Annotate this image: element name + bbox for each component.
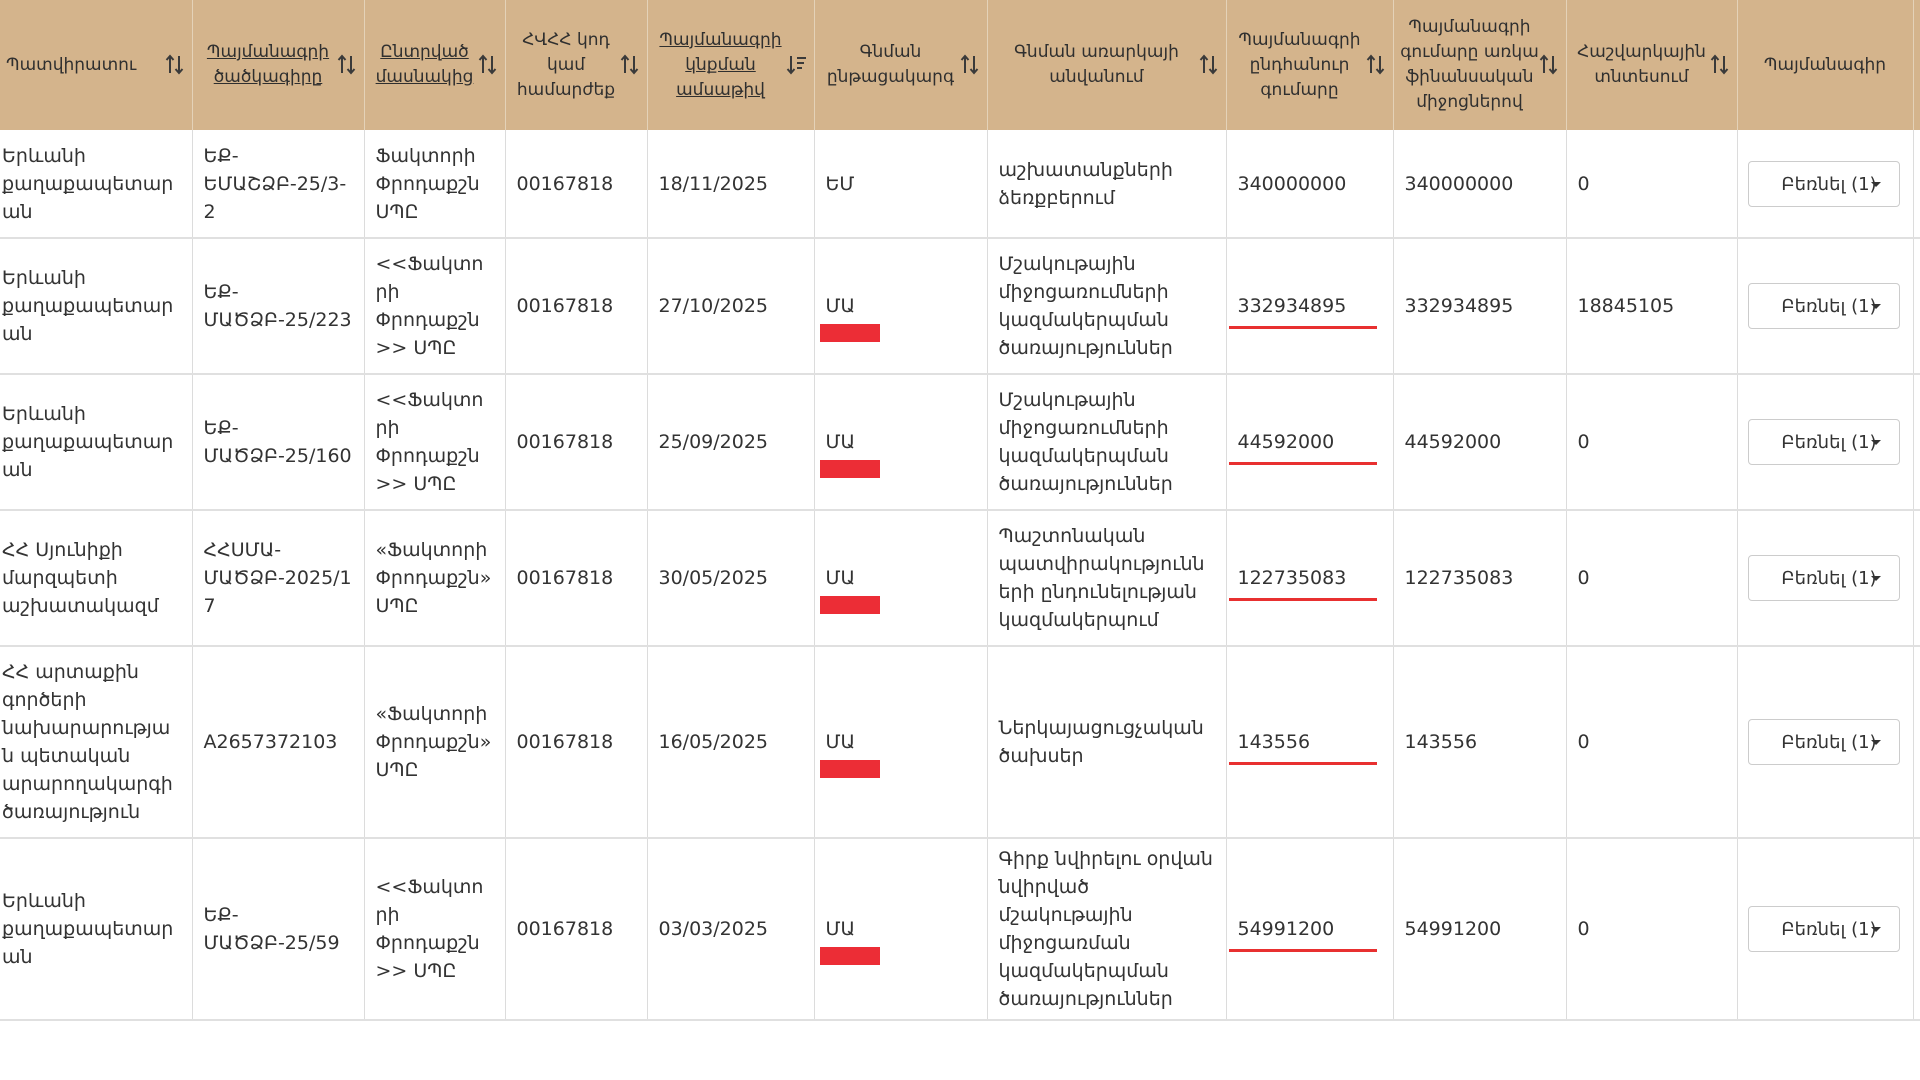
cell-procedure-text: ՄԱ — [825, 431, 856, 453]
cell-savings — [1566, 510, 1737, 646]
sort-arrows-icon[interactable] — [619, 53, 641, 77]
cell-contract-download — [1737, 646, 1913, 838]
cell-participant — [364, 510, 505, 646]
table-row — [0, 838, 1920, 1020]
cell-customer-text: ՀՀ Սյունիքի մարզպետի աշխատակազմ — [2, 539, 159, 617]
cell-procedure — [814, 130, 987, 238]
cell-total-amount — [1226, 374, 1393, 510]
cell-customer — [0, 838, 192, 1020]
red-underline-marker — [1229, 462, 1377, 465]
cell-customer-text: Երևանի քաղաքապետարան — [2, 403, 174, 481]
cell-date-text: 18/11/2025 — [658, 172, 769, 195]
cell-financed-amount — [1393, 130, 1566, 238]
cell-date — [647, 646, 814, 838]
column-header-label: Պայմանագրի գումարը առկա ֆինանսական միջոցներով — [1400, 17, 1539, 112]
cell-financed-amount — [1393, 374, 1566, 510]
cell-date-text: 03/03/2025 — [658, 918, 769, 940]
download-dropdown-label: Բեռնել (1) — [1781, 432, 1877, 453]
cell-customer-text: ՀՀ արտաքին գործերի նախարարության պետական արարողակարգի ծառայություն — [2, 661, 173, 823]
cell-contract-code-text: ԵՔ-ՄԱԾՁԲ-25/160 — [203, 417, 352, 467]
cell-procedure-text: ՄԱ — [825, 731, 856, 753]
cell-total-amount-text: 143556 — [1237, 731, 1311, 753]
cell-financed-amount-text: 332934895 — [1404, 295, 1514, 317]
cell-savings-text: 0 — [1577, 567, 1590, 589]
column-header-label: Ընտրված մասնակից — [375, 42, 474, 87]
cell-tin-text: 00167818 — [516, 731, 614, 753]
table-row — [0, 646, 1920, 838]
caret-down-icon — [1871, 182, 1881, 187]
column-header-label: Պայմանագրի ծածկագիրը — [206, 42, 330, 87]
cell-savings-text: 0 — [1577, 731, 1590, 753]
cell-procedure — [814, 646, 987, 838]
cell-financed-amount-text: 54991200 — [1404, 918, 1502, 940]
cell-savings — [1566, 646, 1737, 838]
cell-date — [647, 510, 814, 646]
cell-contract-code — [192, 838, 364, 1020]
cell-date-text: 30/05/2025 — [658, 567, 769, 589]
cell-subject — [987, 510, 1226, 646]
cell-subject-text: Մշակութային միջոցառումների կազմակերպման ծառայություններ — [998, 389, 1173, 495]
download-dropdown-label: Բեռնել (1) — [1781, 919, 1877, 940]
cell-savings-text: 0 — [1577, 172, 1590, 195]
row-filler — [1913, 510, 1920, 646]
cell-financed-amount-text: 340000000 — [1404, 172, 1514, 195]
cell-total-amount-text: 44592000 — [1237, 431, 1335, 453]
cell-contract-download — [1737, 374, 1913, 510]
sort-arrows-icon[interactable] — [1709, 53, 1731, 77]
table-row — [0, 510, 1920, 646]
cell-subject-text: Մշակութային միջոցառումների կազմակերպման ծառայություններ — [998, 253, 1173, 359]
cell-subject-text: Ներկայացուցչական ծախսեր — [998, 717, 1204, 767]
cell-procedure — [814, 374, 987, 510]
cell-customer-text: Երևանի քաղաքապետարան — [2, 267, 174, 345]
download-dropdown-button[interactable] — [1748, 419, 1900, 465]
cell-financed-amount — [1393, 510, 1566, 646]
column-header-5[interactable] — [647, 0, 814, 130]
cell-customer — [0, 130, 192, 238]
cell-participant-text: Ֆակտորի Փրոդաքշն ՍՊԸ — [375, 144, 480, 223]
cell-financed-amount-text: 122735083 — [1404, 567, 1514, 589]
cell-date — [647, 130, 814, 238]
sort-arrows-icon[interactable] — [336, 53, 358, 77]
cell-contract-download — [1737, 130, 1913, 238]
download-dropdown-button[interactable] — [1748, 161, 1900, 207]
cell-procedure-text: ԵՄ — [825, 172, 855, 195]
cell-contract-code — [192, 238, 364, 374]
column-header-label: ՀՎՀՀ կոդ կամ համարժեք — [516, 29, 616, 100]
cell-tin — [505, 374, 647, 510]
cell-customer — [0, 238, 192, 374]
cell-savings-text: 0 — [1577, 431, 1590, 453]
cell-procedure-text: ՄԱ — [825, 295, 856, 317]
download-dropdown-label: Բեռնել (1) — [1781, 732, 1877, 753]
row-filler — [1913, 838, 1920, 1020]
cell-subject — [987, 646, 1226, 838]
cell-savings — [1566, 374, 1737, 510]
red-underline-marker — [1229, 949, 1377, 952]
cell-contract-download — [1737, 838, 1913, 1020]
sort-arrows-icon[interactable] — [164, 53, 186, 77]
cell-total-amount-text: 54991200 — [1237, 918, 1335, 940]
cell-tin — [505, 130, 647, 238]
cell-total-amount — [1226, 130, 1393, 238]
cell-date-text: 27/10/2025 — [658, 295, 769, 317]
column-header-label: Գնման ընթացակարգ — [826, 42, 955, 87]
cell-contract-code-text: ՀՀՍՄԱ-ՄԱԾՁԲ-2025/17 — [203, 539, 352, 617]
cell-total-amount-text: 340000000 — [1237, 172, 1347, 195]
sort-arrows-icon[interactable] — [959, 53, 981, 77]
column-header-3[interactable] — [364, 0, 505, 130]
cell-tin-text: 00167818 — [516, 172, 614, 195]
cell-participant-text: <<Ֆակտորի Փրոդաքշն>> ՍՊԸ — [375, 389, 484, 495]
sort-arrows-icon[interactable] — [1198, 53, 1220, 77]
cell-participant-text: <<Ֆակտորի Փրոդաքշն>> ՍՊԸ — [375, 253, 484, 359]
red-flag-marker — [820, 760, 880, 778]
cell-financed-amount — [1393, 646, 1566, 838]
column-header-9[interactable] — [1393, 0, 1566, 130]
cell-total-amount — [1226, 238, 1393, 374]
table-row — [0, 130, 1920, 238]
column-header-label: Պայմանագիր — [1763, 54, 1887, 75]
cell-subject-text: Պաշտոնական պատվիրակությունների ընդունելության կազմակերպում — [998, 525, 1205, 631]
cell-customer-text: Երևանի քաղաքապետարան — [2, 890, 174, 968]
column-header-label: Պայմանագրի կնքման ամսաթիվ — [659, 29, 782, 100]
column-header-6[interactable] — [814, 0, 987, 130]
caret-down-icon — [1871, 740, 1881, 745]
sort-arrows-icon[interactable] — [1365, 53, 1387, 77]
cell-contract-code — [192, 646, 364, 838]
cell-subject-text: Գիրք նվիրելու օրվան նվիրված մշակութային միջոցառման կազմակերպման ծառայություններ — [998, 848, 1213, 1010]
download-dropdown-label: Բեռնել (1) — [1781, 173, 1877, 195]
download-dropdown-button[interactable] — [1748, 555, 1900, 601]
cell-financed-amount — [1393, 238, 1566, 374]
cell-contract-download — [1737, 238, 1913, 374]
cell-contract-code-text: ԵՔ-ՄԱԾՁԲ-25/59 — [203, 904, 340, 954]
cell-date-text: 25/09/2025 — [658, 431, 769, 453]
caret-down-icon — [1871, 440, 1881, 445]
column-header-label: Պատվիրատու — [6, 54, 137, 75]
cell-participant-text: <<Ֆակտորի Փրոդաքշն>> ՍՊԸ — [375, 876, 484, 982]
cell-total-amount — [1226, 646, 1393, 838]
red-flag-marker — [820, 460, 880, 478]
cell-procedure — [814, 838, 987, 1020]
cell-total-amount-text: 122735083 — [1237, 567, 1347, 589]
column-header-8[interactable] — [1226, 0, 1393, 130]
column-header-10[interactable] — [1566, 0, 1737, 130]
row-filler — [1913, 238, 1920, 374]
cell-financed-amount-text: 143556 — [1404, 731, 1478, 753]
cell-contract-code — [192, 510, 364, 646]
cell-subject — [987, 374, 1226, 510]
download-dropdown-button[interactable] — [1748, 719, 1900, 765]
cell-financed-amount-text: 44592000 — [1404, 431, 1502, 453]
red-flag-marker — [820, 947, 880, 965]
cell-tin-text: 00167818 — [516, 918, 614, 940]
cell-participant-text: «Ֆակտորի Փրոդաքշն» ՍՊԸ — [375, 703, 492, 781]
cell-subject — [987, 238, 1226, 374]
cell-contract-code-text: ԵՔ-ՄԱԾՁԲ-25/223 — [203, 281, 352, 331]
cell-participant — [364, 838, 505, 1020]
cell-contract-download — [1737, 510, 1913, 646]
column-header-label: Գնման առարկայի անվանում — [1014, 42, 1179, 87]
caret-down-icon — [1871, 304, 1881, 309]
column-header-label: Պայմանագրի ընդհանուր գումարը — [1238, 29, 1361, 100]
table-row — [0, 238, 1920, 374]
cell-savings-text: 0 — [1577, 918, 1590, 940]
cell-tin — [505, 510, 647, 646]
cell-contract-code-text: ԵՔ-ԵՄԱՇՁԲ-25/3-2 — [203, 144, 347, 223]
red-underline-marker — [1229, 598, 1377, 601]
cell-contract-code-text: A2657372103 — [203, 731, 338, 753]
cell-customer — [0, 646, 192, 838]
red-flag-marker — [820, 324, 880, 342]
cell-participant — [364, 374, 505, 510]
download-dropdown-button[interactable] — [1748, 283, 1900, 329]
cell-procedure-text: ՄԱ — [825, 918, 856, 940]
cell-total-amount — [1226, 510, 1393, 646]
cell-date — [647, 374, 814, 510]
cell-tin-text: 00167818 — [516, 295, 614, 317]
cell-savings — [1566, 130, 1737, 238]
column-header-11 — [1737, 0, 1913, 130]
cell-participant — [364, 130, 505, 238]
red-underline-marker — [1229, 762, 1377, 765]
cell-savings — [1566, 838, 1737, 1020]
cell-total-amount-text: 332934895 — [1237, 295, 1347, 317]
table-header-row — [0, 0, 1920, 130]
cell-participant — [364, 238, 505, 374]
header-filler — [1913, 0, 1920, 130]
column-header-1[interactable] — [0, 0, 192, 130]
cell-contract-code — [192, 374, 364, 510]
caret-down-icon — [1871, 576, 1881, 581]
cell-customer — [0, 510, 192, 646]
cell-financed-amount — [1393, 838, 1566, 1020]
sort-arrows-icon[interactable] — [1538, 53, 1560, 77]
row-filler — [1913, 646, 1920, 838]
column-header-label: Հաշվարկային տնտեսում — [1577, 42, 1706, 87]
cell-customer — [0, 374, 192, 510]
cell-procedure — [814, 238, 987, 374]
cell-savings — [1566, 238, 1737, 374]
red-flag-marker — [820, 596, 880, 614]
cell-subject-text: աշխատանքների ձեռքբերում — [998, 158, 1173, 209]
cell-subject — [987, 130, 1226, 238]
sort-arrows-icon[interactable] — [477, 53, 499, 77]
download-dropdown-label: Բեռնել (1) — [1781, 296, 1877, 317]
caret-down-icon — [1871, 927, 1881, 932]
table-body — [0, 130, 1920, 1020]
red-underline-marker — [1229, 326, 1377, 329]
column-header-4[interactable] — [505, 0, 647, 130]
cell-customer-text: Երևանի քաղաքապետարան — [2, 144, 174, 223]
column-header-2[interactable] — [192, 0, 364, 130]
download-dropdown-label: Բեռնել (1) — [1781, 568, 1877, 589]
cell-tin-text: 00167818 — [516, 431, 614, 453]
cell-total-amount — [1226, 838, 1393, 1020]
cell-date-text: 16/05/2025 — [658, 731, 769, 753]
cell-tin-text: 00167818 — [516, 567, 614, 589]
column-header-7[interactable] — [987, 0, 1226, 130]
download-dropdown-button[interactable] — [1748, 906, 1900, 952]
cell-tin — [505, 646, 647, 838]
table-row — [0, 374, 1920, 510]
cell-contract-code — [192, 130, 364, 238]
cell-procedure — [814, 510, 987, 646]
row-filler — [1913, 374, 1920, 510]
row-filler — [1913, 130, 1920, 238]
cell-date — [647, 838, 814, 1020]
cell-tin — [505, 238, 647, 374]
cell-participant-text: «Ֆակտորի Փրոդաքշն» ՍՊԸ — [375, 539, 492, 617]
sort-desc-icon[interactable] — [786, 53, 808, 77]
cell-tin — [505, 838, 647, 1020]
cell-savings-text: 18845105 — [1577, 295, 1675, 317]
cell-subject — [987, 838, 1226, 1020]
cell-procedure-text: ՄԱ — [825, 567, 856, 589]
cell-participant — [364, 646, 505, 838]
cell-date — [647, 238, 814, 374]
